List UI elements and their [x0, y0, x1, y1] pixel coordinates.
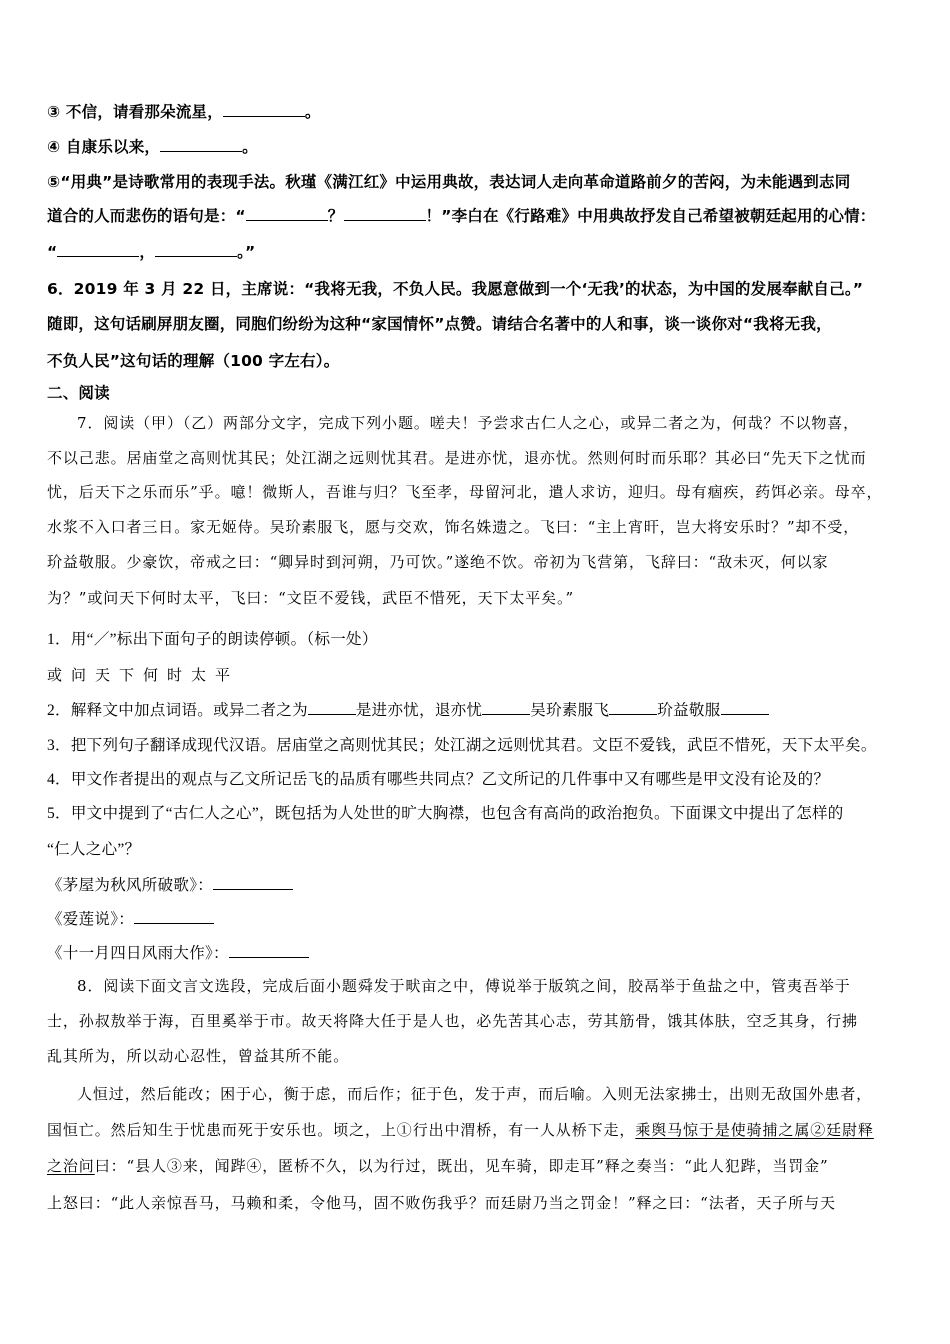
question-4 [47, 137, 258, 157]
answer-blank[interactable] [213, 875, 293, 890]
q7-passage-line: 玠益敬服。少豪饮，帝戒之曰：“卿异时到河朔，乃可饮。”遂绝不饮。帝初为飞营第，飞辞曰：“敌未灭，何以家 [47, 553, 829, 571]
open-quote: “ [47, 243, 58, 261]
underlined-sentence: 之治问 [47, 1157, 95, 1175]
poem-title: 《十一月四日风雨大作》： [47, 945, 229, 962]
answer-blank[interactable] [482, 700, 530, 715]
answer-blank[interactable] [609, 700, 657, 715]
section-heading-reading: 二、阅读 [47, 384, 110, 402]
q8-para2-line: 人恒过，然后能改；困于心，衡于虑，而后作；征于色，发于声，而后喻。入则无法家拂士，出则无敌国外患者， [77, 1085, 873, 1103]
answer-blank[interactable] [155, 242, 237, 257]
question-4-text: ④ 自康乐以来， [47, 138, 161, 156]
q8-passage-line: 士，孙叔敖举于海，百里奚举于市。故天将降大任于是人也，必先苦其心志，劳其筋骨，饿其体肤，空乏其身，行拂 [47, 1012, 858, 1030]
answer-blank[interactable] [246, 206, 328, 221]
question-5-text-cont: ！”李白在《行路难》中用典故抒发自己希望被朝廷起用的心情： [425, 207, 876, 225]
question-4-suffix: 。 [242, 138, 258, 156]
poem-title: 《茅屋为秋风所破歌》： [47, 877, 214, 894]
q7-sub3: 3．把下列句子翻译成现代汉语。居庙堂之高则忧其民；处江湖之远则忧其君。文臣不爱钱，武臣不惜死，天下太平矣。 [47, 737, 877, 754]
q7-sub1: 1．用“／”标出下面句子的朗读停顿。（标一处） [47, 631, 378, 648]
q7-sub5-line2: “仁人之心”？ [47, 841, 141, 858]
answer-blank[interactable] [344, 206, 426, 221]
q7-sub1-sentence: 或问天下何时太平 [47, 666, 240, 684]
question-3 [47, 102, 321, 122]
q7-sub5-item [47, 943, 309, 964]
close-quote: 。” [237, 243, 256, 261]
question-6-line3: 不负人民”这句话的理解（100 字左右）。 [47, 352, 340, 370]
q8-para2-line [47, 1120, 874, 1140]
q7-sub4: 4．甲文作者提出的观点与乙文所记岳飞的品质有哪些共同点？乙文所记的几件事中又有哪些是甲文没有论及的？ [47, 771, 830, 788]
question-6-line1: 6．2019 年 3 月 22 日，主席说：“我将无我，不负人民。我愿意做到一个‘无我’的状态，为中国的发展奉献自己。” [47, 280, 864, 298]
q7-passage-line: 7．阅读（甲）（乙）两部分文字，完成下列小题。嗟夫！予尝求古仁人之心，或异二者之为，何哉？不以物喜， [77, 414, 860, 432]
question-5-line1: ⑤“用典”是诗歌常用的表现手法。秋瑾《满江红》中运用典故，表达词人走向革命道路前夕的苦闷，为未能遇到志同 [47, 173, 851, 191]
question-5-text: 道合的人而悲伤的语句是：“ [47, 207, 246, 225]
question-3-suffix: 。 [304, 103, 321, 121]
q8-passage-line: 8．阅读下面文言文选段，完成后面小题舜发于畎亩之中，傅说举于版筑之间，胶鬲举于鱼盐之中，管夷吾举于 [77, 977, 851, 995]
q7-sub5-item [47, 875, 293, 896]
term: 吴玠素服飞 [530, 702, 610, 719]
answer-blank[interactable] [308, 700, 356, 715]
answer-blank[interactable] [160, 137, 242, 152]
question-6-line2: 随即，这句话刷屏朋友圈，同胞们纷纷为这种“家国情怀”点赞。请结合名著中的人和事，谈一谈你对“我将无我， [47, 315, 832, 333]
answer-blank[interactable] [134, 909, 214, 924]
q7-sub5-item [47, 909, 214, 930]
term: 或异二者之为 [213, 702, 308, 719]
term: 是进亦忧，退亦忧 [355, 702, 483, 719]
question-5-line2 [47, 206, 876, 226]
answer-blank[interactable] [229, 943, 309, 958]
answer-blank[interactable] [223, 102, 305, 117]
underlined-sentence: 乘舆马惊于是使骑捕之属②廷尉释 [635, 1121, 874, 1139]
q7-sub2 [47, 700, 769, 721]
q7-sub5-line1: 5．甲文中提到了“古仁人之心”，既包括为人处世的旷大胸襟，也包含有高尚的政治抱负。下面课文中提出了怎样的 [47, 805, 844, 822]
question-mark: ？ [327, 207, 344, 225]
poem-title: 《爱莲说》： [47, 911, 135, 928]
q8-para2-line [47, 1156, 829, 1176]
q8-para2-line: 上怒曰：“此人亲惊吾马，马赖和柔，令他马，固不败伤我乎？而廷尉乃当之罚金！”释之曰：“法者，天子所与天 [47, 1194, 836, 1212]
q7-passage-line: 水浆不入口者三日。家无姬侍。吴玠素服飞，愿与交欢，饰名姝遗之。飞曰：“主上宵旰，岂大将安乐时？”却不受， [47, 518, 860, 536]
question-5-line3 [47, 242, 255, 262]
answer-blank[interactable] [57, 242, 139, 257]
q7-passage-line: 忧，后天下之乐而乐”乎。噫！微斯人，吾谁与归？飞至孝，母留河北，遣人求访，迎归。母有痼疾，药饵必亲。母卒， [47, 483, 883, 501]
term: 玠益敬服 [657, 702, 721, 719]
passage-text: 曰：“县人③来，闻跸④，匿桥不久，以为行过，既出，见车骑，即走耳”释之奏当：“此人犯跸，当罚金” [94, 1157, 829, 1175]
passage-text: 国恒亡。然后知生于忧患而死于安乐也。顷之，上①行出中渭桥，有一人从桥下走， [47, 1121, 636, 1139]
question-3-text: ③ 不信，请看那朵流星， [47, 103, 223, 121]
answer-blank[interactable] [721, 700, 769, 715]
comma: ， [139, 243, 156, 261]
q7-passage-line: 不以己悲。居庙堂之高则忧其民；处江湖之远则忧其君。是进亦忧，退亦忧。然则何时而乐耶？其必曰“先天下之忧而 [47, 449, 867, 467]
q7-passage-line: 为？”或问天下何时太平，飞曰：“文臣不爱钱，武臣不惜死，天下太平矣。” [47, 589, 575, 607]
q7-sub2-prompt: 2．解释文中加点词语。 [47, 702, 214, 719]
q8-passage-line: 乱其所为，所以动心忍性，曾益其所不能。 [47, 1047, 350, 1065]
